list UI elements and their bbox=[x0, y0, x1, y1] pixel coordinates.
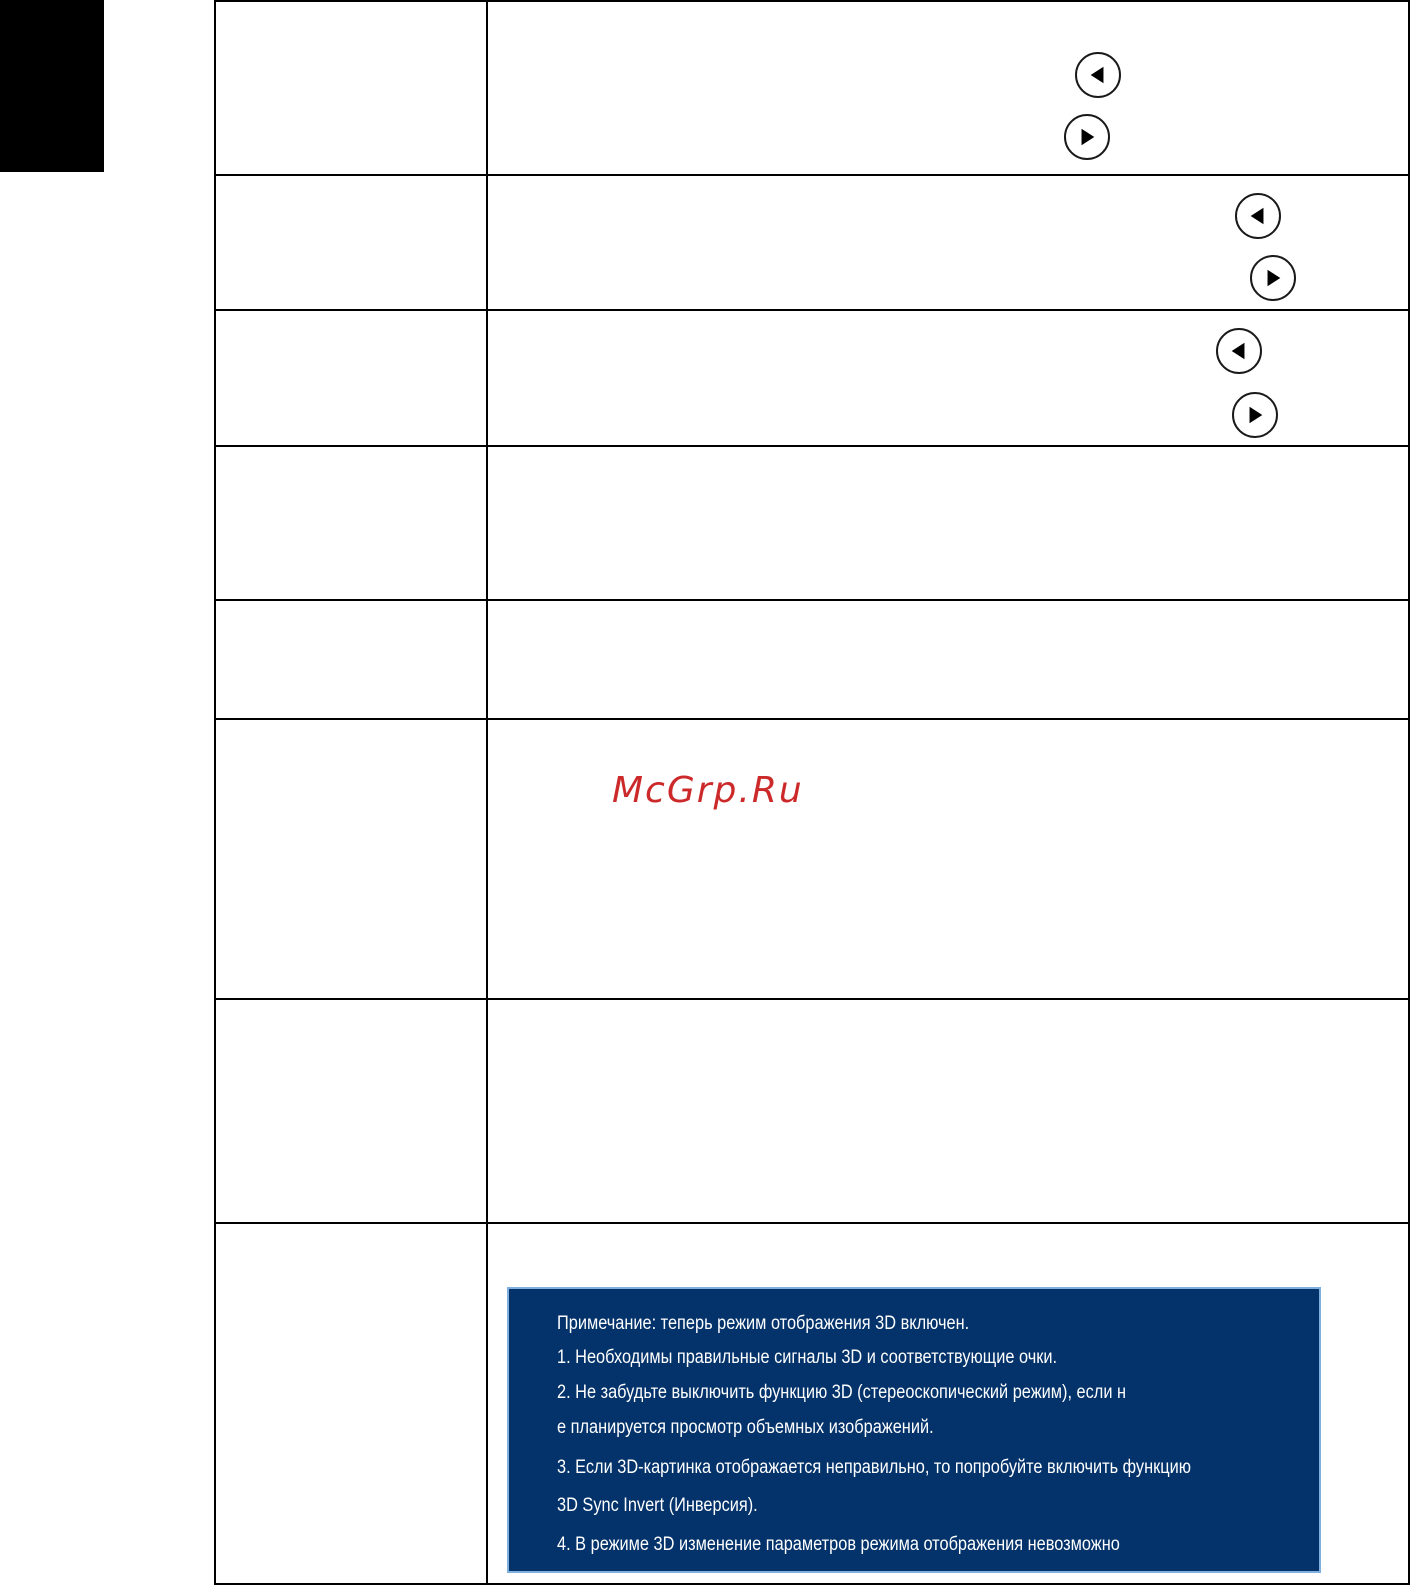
note-line-2b: е планируется просмотр объемных изображений. bbox=[557, 1417, 934, 1438]
column-divider bbox=[486, 2, 488, 1583]
note-line-2a: 2. Не забудьте выключить функцию 3D (стереоскопический режим), если н bbox=[557, 1382, 1127, 1403]
row-divider-6 bbox=[216, 998, 1408, 1000]
row-divider-3 bbox=[216, 445, 1408, 447]
3d-notice-box bbox=[507, 1287, 1321, 1573]
note-line-3a: 3. Если 3D-картинка отображается неправильно, то попробуйте включить функцию bbox=[557, 1457, 1192, 1478]
section-tab-marker bbox=[0, 0, 104, 172]
row-divider-5 bbox=[216, 718, 1408, 720]
left-arrow-icon bbox=[1235, 193, 1281, 239]
right-arrow-icon bbox=[1064, 114, 1110, 160]
watermark-text: McGrp.Ru bbox=[612, 770, 804, 811]
row-divider-7 bbox=[216, 1222, 1408, 1224]
note-line-heading: Примечание: теперь режим отображения 3D включен. bbox=[557, 1313, 970, 1334]
left-arrow-icon bbox=[1216, 328, 1262, 374]
row-divider-2 bbox=[216, 309, 1408, 311]
right-arrow-icon bbox=[1232, 392, 1278, 438]
right-arrow-icon bbox=[1250, 255, 1296, 301]
left-arrow-icon bbox=[1075, 52, 1121, 98]
row-divider-1 bbox=[216, 174, 1408, 176]
note-line-3b: 3D Sync Invert (Инверсия). bbox=[557, 1495, 758, 1516]
row-divider-4 bbox=[216, 599, 1408, 601]
note-line-1: 1. Необходимы правильные сигналы 3D и соответствующие очки. bbox=[557, 1347, 1058, 1368]
note-line-4: 4. В режиме 3D изменение параметров режима отображения невозможно bbox=[557, 1534, 1120, 1555]
